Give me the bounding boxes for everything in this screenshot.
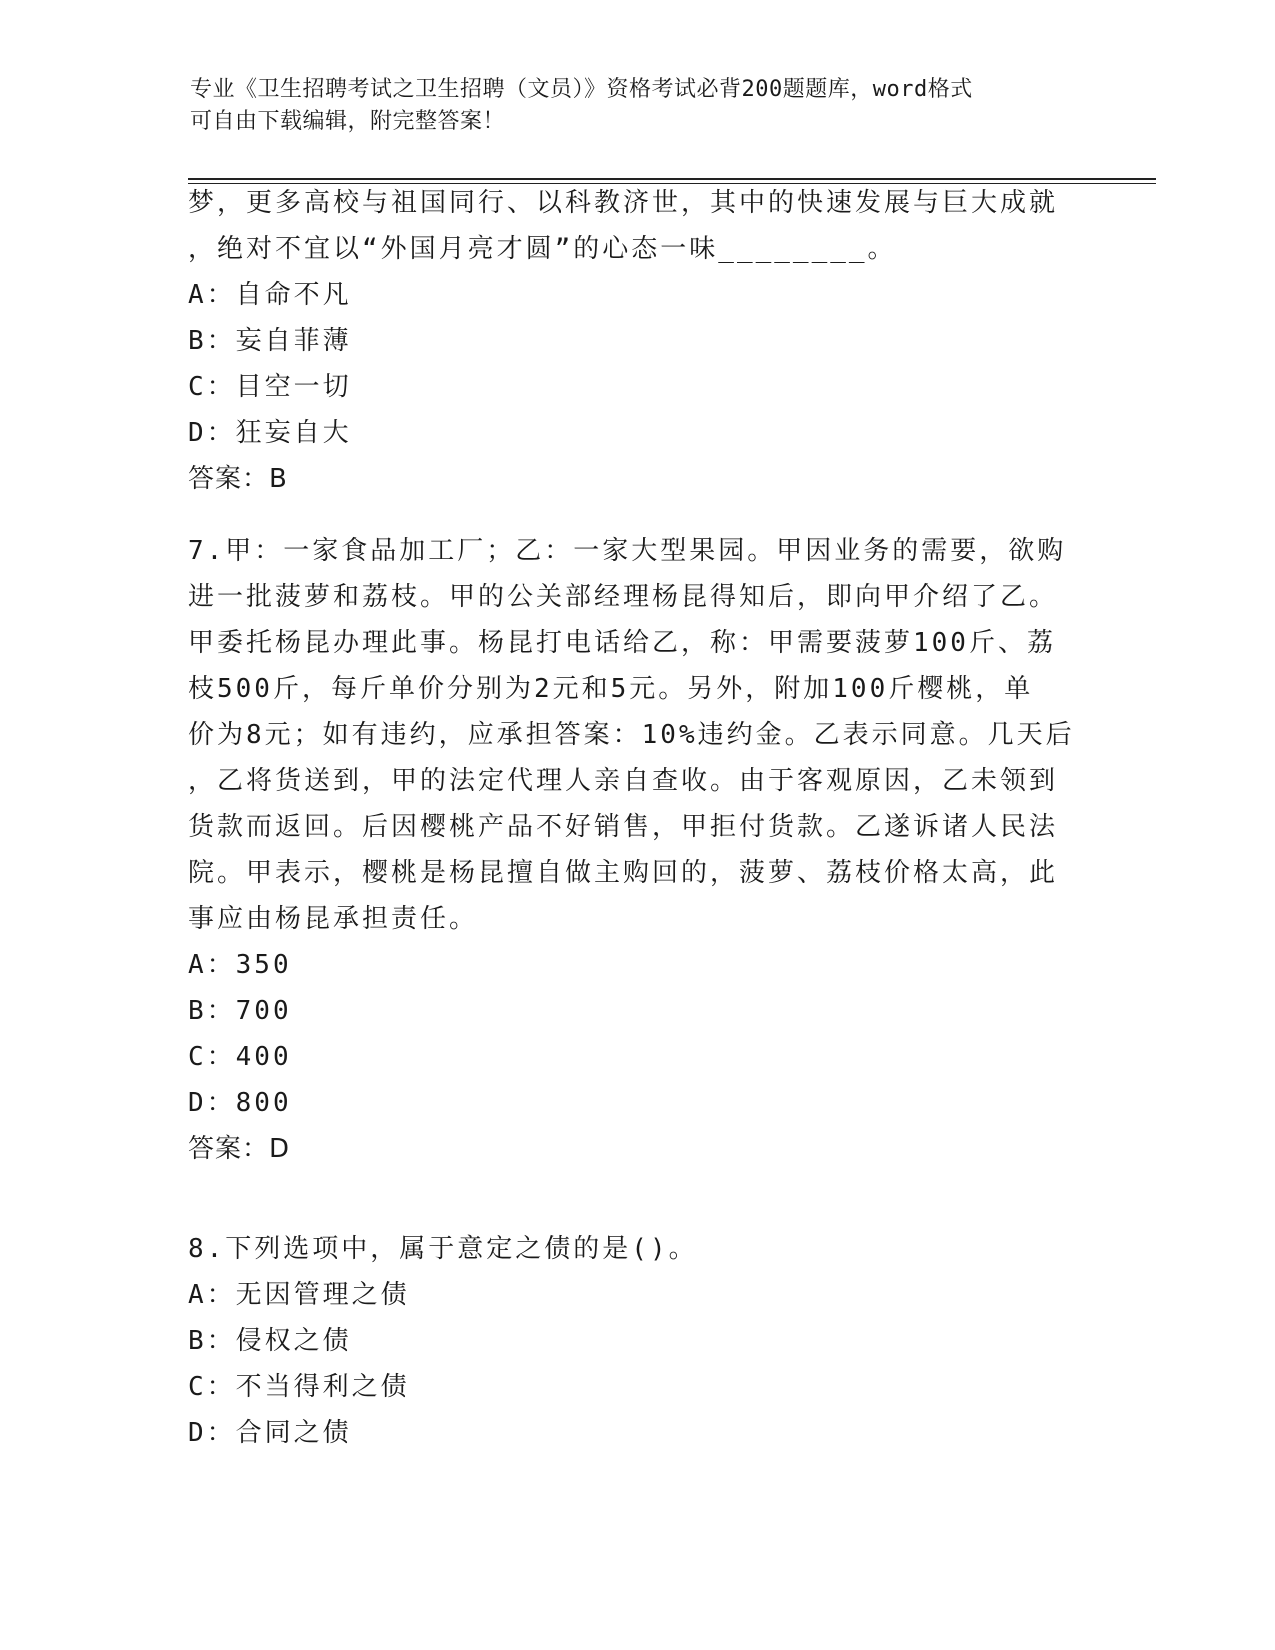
option-b: B：妄自菲薄 bbox=[188, 326, 352, 356]
answer: 答案：B bbox=[188, 464, 288, 494]
question-stem-line: 梦，更多高校与祖国同行、以科教济世，其中的快速发展与巨大成就 bbox=[188, 188, 1059, 218]
question-stem-line: 进一批菠萝和荔枝。甲的公关部经理杨昆得知后，即向甲介绍了乙。 bbox=[188, 582, 1059, 612]
question-stem-line: 价为8元；如有违约，应承担答案：10%违约金。乙表示同意。几天后 bbox=[188, 720, 1075, 750]
question-stem-line: ，乙将货送到，甲的法定代理人亲自查收。由于客观原因，乙未领到 bbox=[188, 766, 1059, 796]
option-a: A：350 bbox=[188, 950, 292, 980]
question-stem-line: 事应由杨昆承担责任。 bbox=[188, 904, 479, 934]
option-a: A：无因管理之债 bbox=[188, 1280, 410, 1310]
document-header bbox=[190, 74, 1090, 138]
question-stem-line: 7.甲：一家食品加工厂；乙：一家大型果园。甲因业务的需要，欲购 bbox=[188, 536, 1067, 566]
answer: 答案：D bbox=[188, 1134, 291, 1164]
question-stem-line: 甲委托杨昆办理此事。杨昆打电话给乙，称：甲需要菠萝100斤、荔 bbox=[188, 628, 1056, 658]
question-stem-line: ，绝对不宜以“外国月亮才圆”的心态一味________。 bbox=[188, 234, 897, 264]
option-d: D：合同之债 bbox=[188, 1418, 352, 1448]
header-line-2: 可自由下载编辑，附完整答案！ bbox=[190, 109, 506, 134]
header-line-1: 专业《卫生招聘考试之卫生招聘（文员）》资格考试必背200题题库，word格式 bbox=[190, 77, 973, 102]
option-a: A：自命不凡 bbox=[188, 280, 352, 310]
question-stem-line: 8.下列选项中，属于意定之债的是()。 bbox=[188, 1234, 698, 1264]
question-stem-line: 货款而返回。后因樱桃产品不好销售，甲拒付货款。乙遂诉诸人民法 bbox=[188, 812, 1059, 842]
option-b: B：700 bbox=[188, 996, 292, 1026]
option-c: C：目空一切 bbox=[188, 372, 352, 402]
question-7 bbox=[188, 528, 1088, 1172]
option-c: C：400 bbox=[188, 1042, 292, 1072]
option-d: D：800 bbox=[188, 1088, 292, 1118]
option-b: B：侵权之债 bbox=[188, 1326, 352, 1356]
question-stem-line: 枝500斤，每斤单价分别为2元和5元。另外，附加100斤樱桃，单 bbox=[188, 674, 1034, 704]
question-6 bbox=[188, 180, 1088, 502]
option-c: C：不当得利之债 bbox=[188, 1372, 410, 1402]
option-d: D：狂妄自大 bbox=[188, 418, 352, 448]
question-stem-line: 院。甲表示，樱桃是杨昆擅自做主购回的，菠萝、荔枝价格太高，此 bbox=[188, 858, 1059, 888]
question-8 bbox=[188, 1226, 1088, 1456]
